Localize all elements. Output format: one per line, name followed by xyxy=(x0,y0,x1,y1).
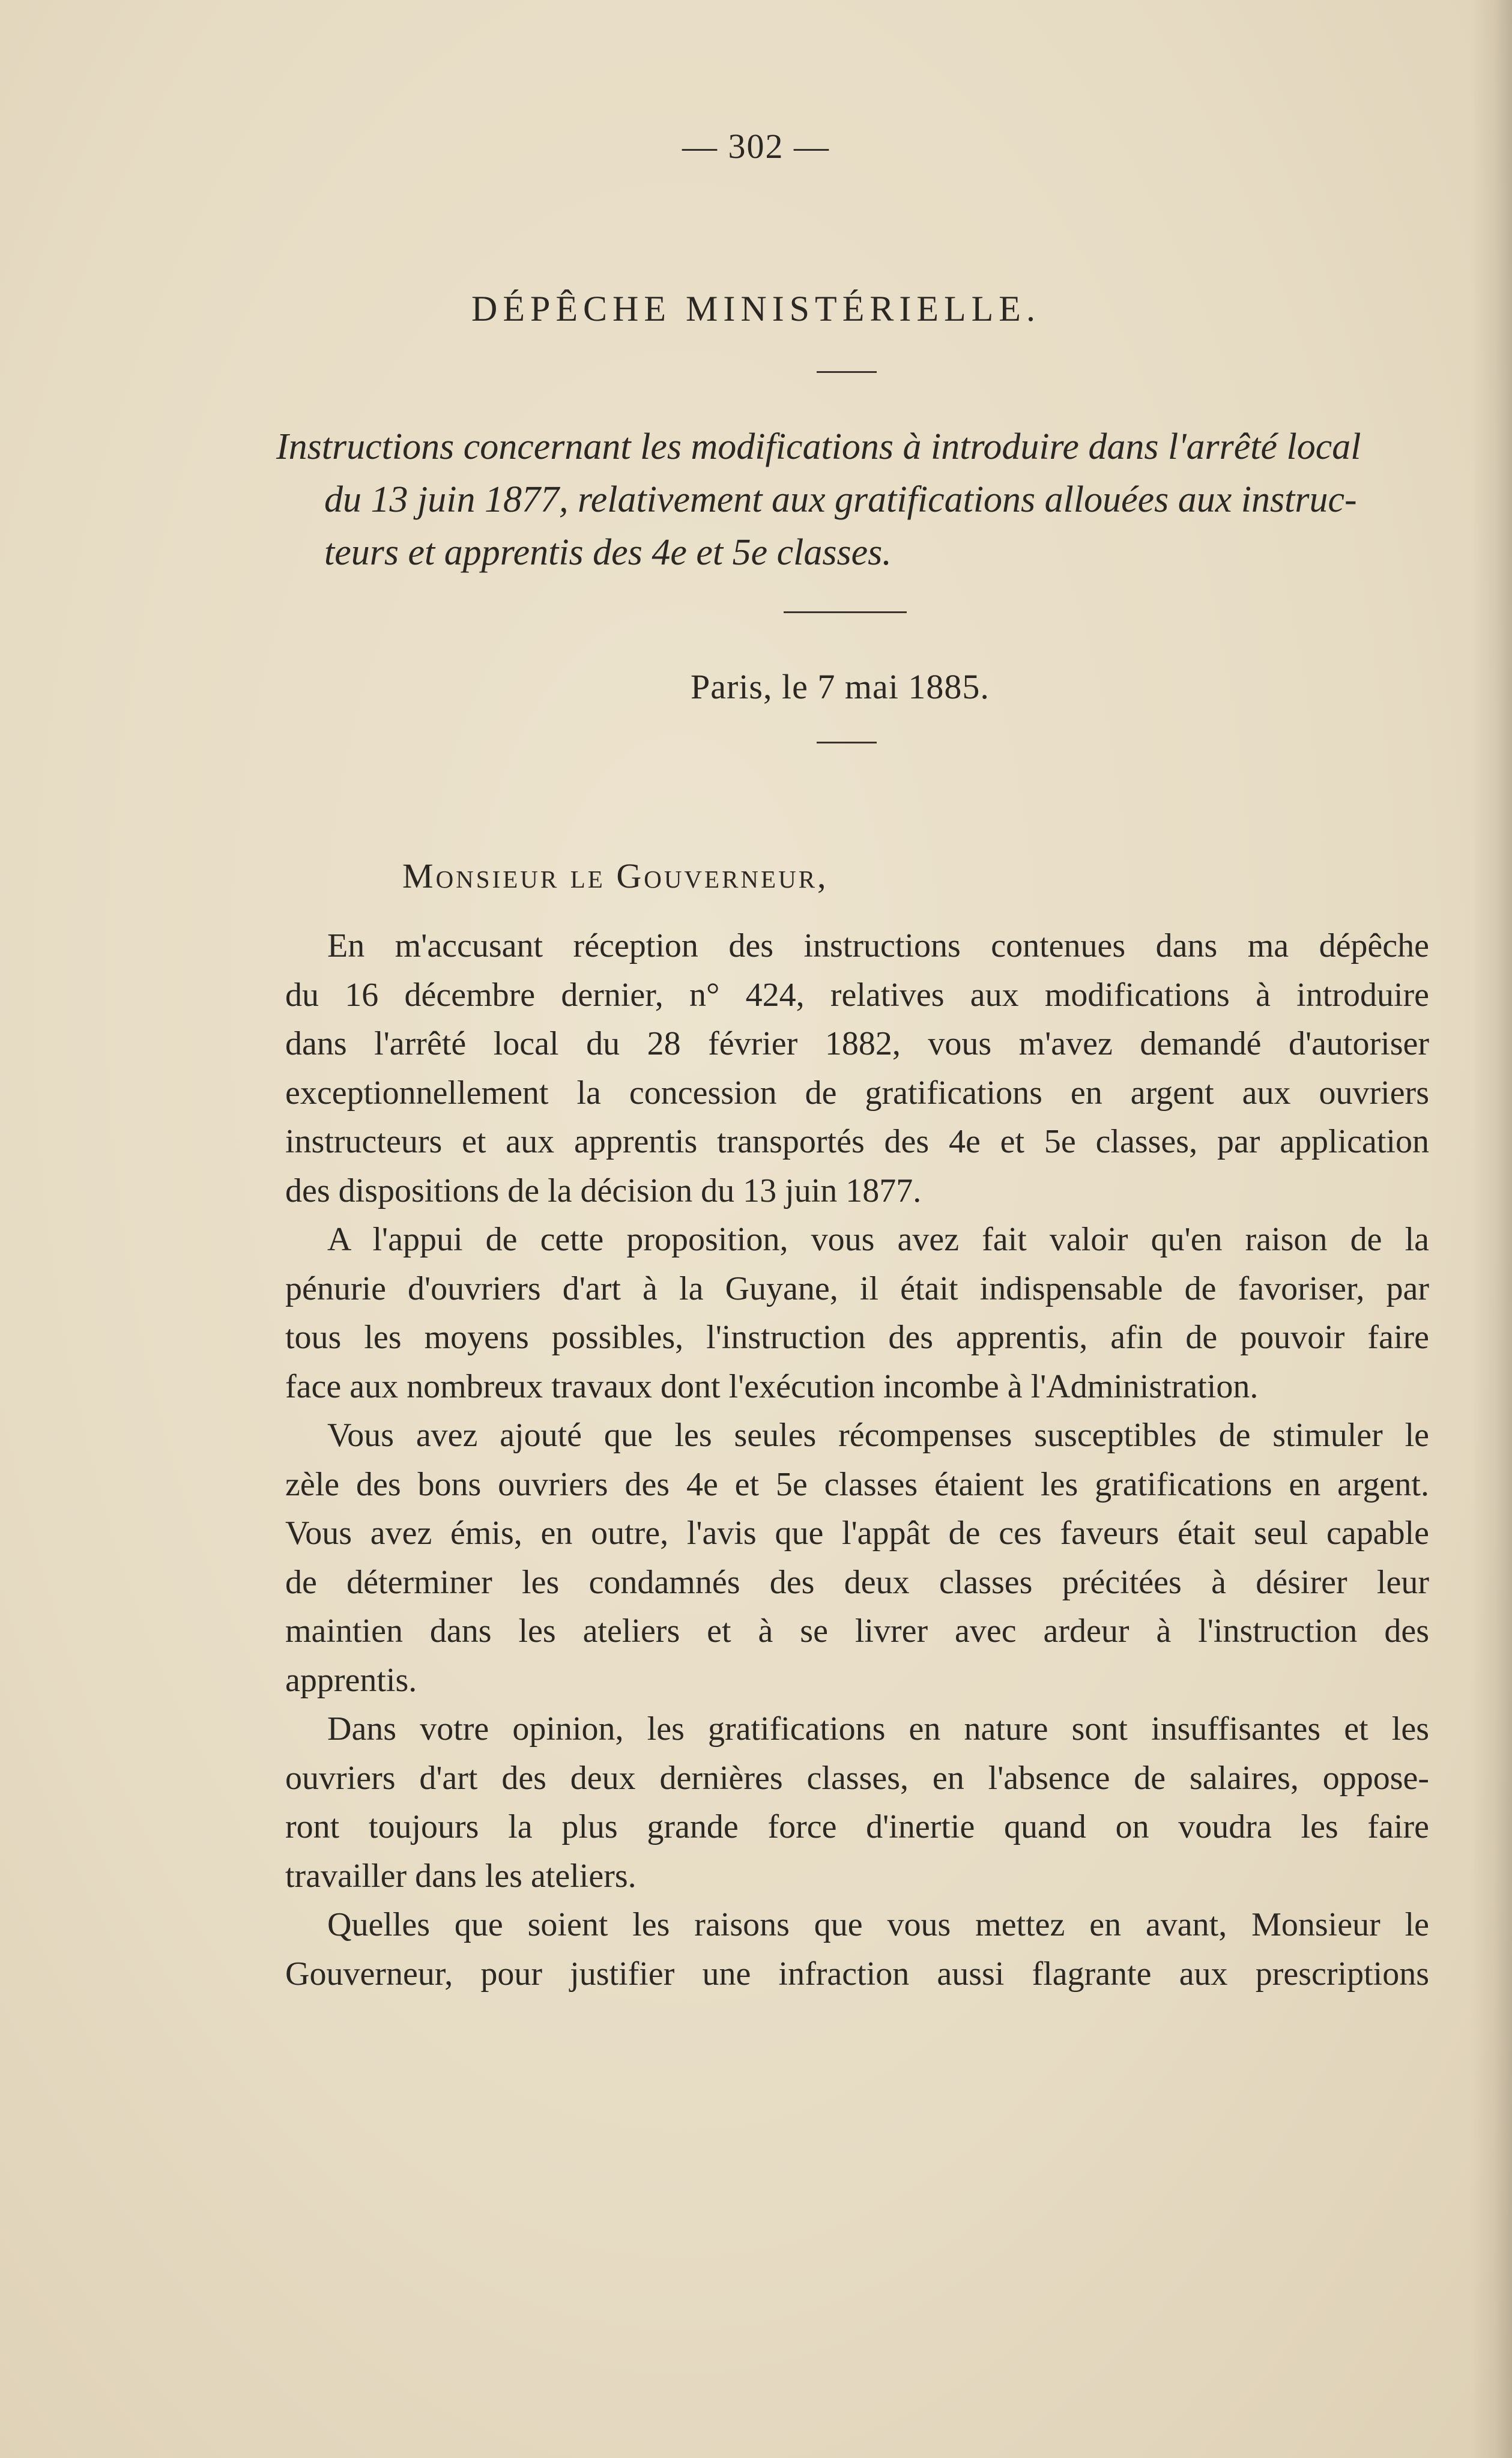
body-line: Gouverneur, pour justifier une infraction aussi flagrante aux prescriptions xyxy=(285,1955,1429,1993)
body-line: zèle des bons ouvriers des 4e et 5e classes étaient les gratifications en argent. xyxy=(285,1465,1429,1503)
body-line: tous les moyens possibles, l'instruction des apprentis, afin de pouvoir faire xyxy=(285,1319,1429,1356)
body-line: ouvriers d'art des deux dernières classes, en l'absence de salaires, oppose- xyxy=(285,1759,1429,1797)
body-line: Dans votre opinion, les gratifications en nature sont insuffisantes et les xyxy=(327,1710,1429,1748)
subtitle-line: du 13 juin 1877, relativement aux gratifications allouées aux instruc- xyxy=(324,479,1357,520)
page-number: — 302 — xyxy=(682,127,830,166)
body-line: travailler dans les ateliers. xyxy=(285,1857,637,1895)
dateline-rule xyxy=(817,742,877,743)
body-line: Quelles que soient les raisons que vous mettez en avant, Monsieur le xyxy=(327,1906,1429,1943)
body-line: du 16 décembre dernier, n° 424, relatives aux modifications à introduire xyxy=(285,976,1429,1014)
document-subtitle xyxy=(276,420,1429,579)
body-line: Vous avez émis, en outre, l'avis que l'appât de ces faveurs était seul capable xyxy=(285,1515,1429,1552)
heading-rule xyxy=(817,371,877,373)
body-line: Vous avez ajouté que les seules récompenses susceptibles de stimuler le xyxy=(327,1417,1429,1454)
body-line: dans l'arrêté local du 28 février 1882, vous m'avez demandé d'autoriser xyxy=(285,1025,1429,1062)
body-line: En m'accusant réception des instructions contenues dans ma dépêche xyxy=(327,927,1429,964)
body-line: maintien dans les ateliers et à se livrer avec ardeur à l'instruction des xyxy=(285,1612,1429,1650)
body-line: pénurie d'ouvriers d'art à la Guyane, il était indispensable de favoriser, par xyxy=(285,1270,1429,1307)
body-line: exceptionnellement la concession de gratifications en argent aux ouvriers xyxy=(285,1074,1429,1112)
body-line: A l'appui de cette proposition, vous avez fait valoir qu'en raison de la xyxy=(327,1221,1429,1258)
body-line: face aux nombreux travaux dont l'exécution incombe à l'Administration. xyxy=(285,1367,1259,1405)
dateline: Paris, le 7 mai 1885. xyxy=(691,667,990,706)
document-heading: DÉPÊCHE MINISTÉRIELLE. xyxy=(471,289,1041,328)
page-edge-shadow xyxy=(1470,0,1512,2458)
body-line: ront toujours la plus grande force d'inertie quand on voudra les faire xyxy=(285,1808,1429,1845)
subtitle-line: Instructions concernant les modifications à introduire dans l'arrêté local xyxy=(276,426,1361,467)
salutation: Monsieur le Gouverneur, xyxy=(402,856,829,895)
body-line: de déterminer les condamnés des deux classes précitées à désirer leur xyxy=(285,1563,1429,1601)
subtitle-rule xyxy=(784,611,907,613)
body-line: des dispositions de la décision du 13 juin 1877. xyxy=(285,1172,922,1209)
subtitle-line: teurs et apprentis des 4e et 5e classes. xyxy=(324,532,892,573)
body-line: apprentis. xyxy=(285,1661,417,1699)
letter-body xyxy=(285,922,1429,1999)
body-line: instructeurs et aux apprentis transportés des 4e et 5e classes, par application xyxy=(285,1123,1429,1160)
